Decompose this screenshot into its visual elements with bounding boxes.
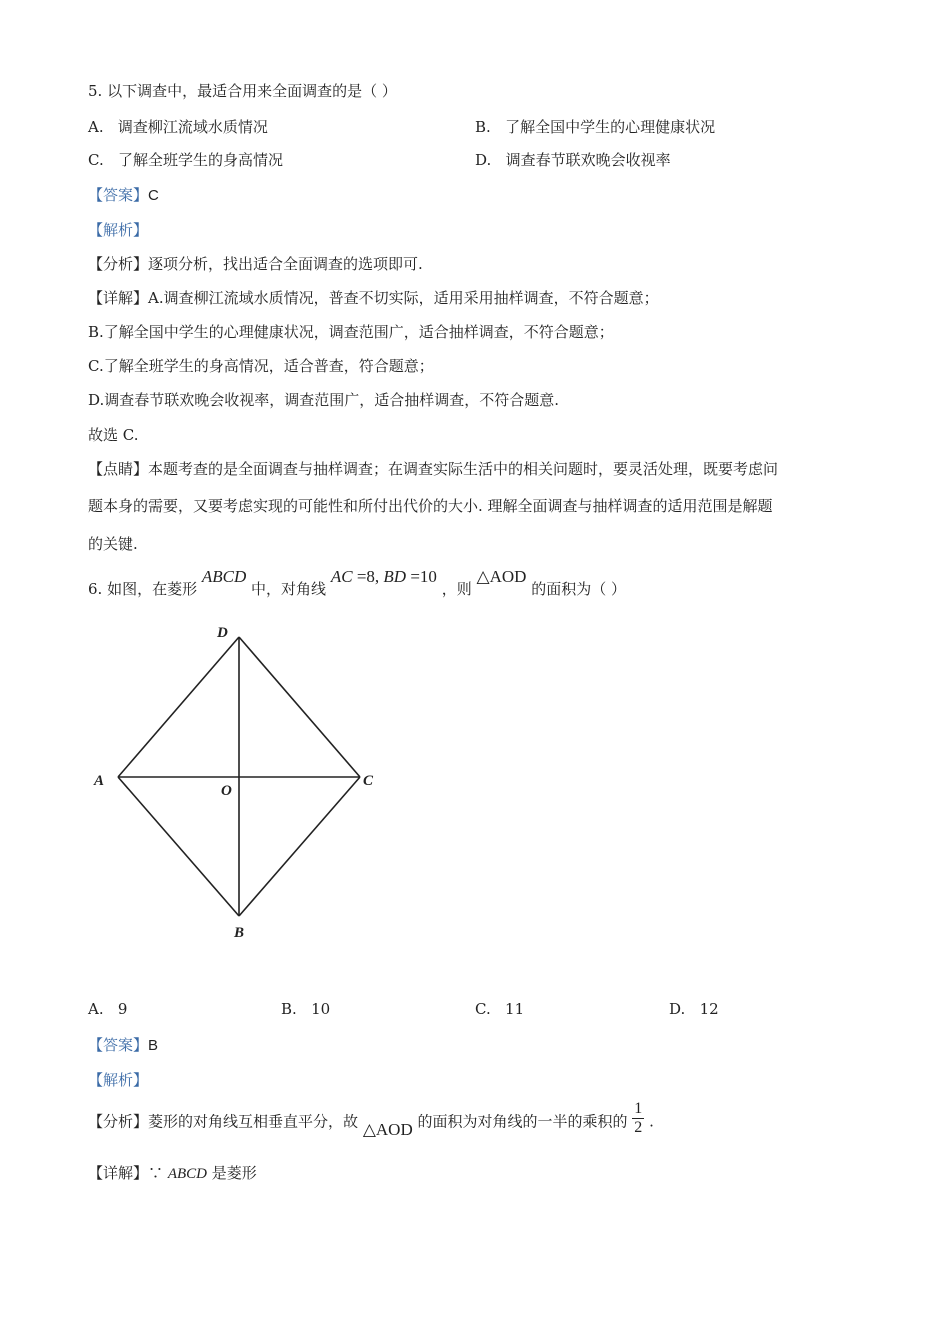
- option-text: 了解全国中学生的心理健康状况: [505, 118, 716, 136]
- fraction-one-half: $\frac{1}{2}$: [634, 1100, 643, 1136]
- q5-xiangjie-c: C.了解全班学生的身高情况，适合普查，符合题意；: [88, 357, 434, 375]
- q5-option-b: [475, 116, 715, 137]
- q6-option-d: D. 12: [669, 1000, 719, 1018]
- fenxi-tag: 【分析】: [88, 255, 149, 273]
- side-cb: [239, 777, 360, 916]
- side-dc: [239, 637, 360, 777]
- q5-dianjing-3: 的关键.: [88, 535, 138, 553]
- label-b: B: [234, 925, 245, 941]
- option-letter: C.: [88, 151, 104, 169]
- math-abcd: ABCD: [201, 567, 247, 586]
- q5-dianjing-2: 题本身的需要，又要考虑实现的可能性和所付出代价的大小. 理解全面调查与抽样调查的适用范围是解题: [88, 497, 773, 515]
- q5-stem: 5. 以下调查中，最适合用来全面调查的是（ ）: [88, 82, 397, 100]
- label-o: O: [221, 783, 232, 799]
- math-diagonals: AC =8, BD =10: [330, 567, 437, 586]
- q5-xiangjie-b: B.了解全国中学生的心理健康状况，调查范围广，适合抽样调查，不符合题意；: [88, 323, 614, 341]
- answer-tag: 【答案】: [88, 186, 149, 204]
- q5-xiangjie-d: D.调查春节联欢晚会收视率，调查范围广，适合抽样调查，不符合题意.: [88, 391, 560, 409]
- q5-xiangjie-a: 【详解】A.调查柳江流域水质情况，普查不切实际，适用采用抽样调查，不符合题意；: [88, 289, 659, 307]
- dianjing-tag: 【点睛】: [88, 460, 149, 478]
- q5-answer: [88, 184, 159, 205]
- q5-dianjing-1: 【点睛】本题考查的是全面调查与抽样调查；在调查实际生活中的相关问题时，要灵活处理，既要考虑问: [88, 460, 779, 478]
- answer-tag: 【答案】: [88, 1036, 149, 1054]
- math-triangle-aod: △AOD: [362, 1119, 413, 1139]
- q6-xiangjie: 【详解】∵ ABCD 是菱形: [88, 1164, 257, 1182]
- math-triangle-aod: △AOD: [476, 567, 527, 586]
- label-c: C: [363, 773, 374, 789]
- label-d: D: [217, 625, 228, 641]
- q6-fenxi: 【分析】菱形的对角线互相垂直平分，故 △AOD 的面积为对角线的一半的乘积的 $\frac{1}{2}$ .: [88, 1100, 654, 1139]
- q5-fenxi: 【分析】逐项分析，找出适合全面调查的选项即可.: [88, 255, 423, 273]
- q6-option-c: C. 11: [475, 1000, 525, 1018]
- q5-option-a: [88, 116, 268, 137]
- side-ad: [118, 637, 239, 777]
- option-text: 调查柳江流域水质情况: [117, 118, 268, 136]
- answer-value: B: [148, 1037, 159, 1054]
- option-text: 了解全班学生的身高情况: [118, 151, 284, 169]
- q5-conclusion: 故选 C.: [88, 426, 139, 444]
- q5-analysis-tag: 【解析】: [88, 221, 149, 239]
- answer-value: C: [148, 187, 159, 204]
- xiangjie-tag: 【详解】: [88, 289, 149, 307]
- q6-answer: [88, 1034, 158, 1055]
- q6-stem: 6. 如图，在菱形 ABCD 中，对角线 AC =8, BD =10 ，则 △AOD 的面积为（ ）: [88, 567, 626, 598]
- q5-option-c: [88, 149, 283, 170]
- q6-analysis-tag: 【解析】: [88, 1071, 149, 1089]
- option-letter: B.: [475, 118, 491, 136]
- q6-option-a: A. 9: [88, 1000, 128, 1018]
- option-letter: D.: [475, 151, 492, 169]
- option-letter: A.: [88, 118, 104, 136]
- rhombus-figure: [90, 620, 390, 950]
- option-text: 调查春节联欢晚会收视率: [505, 151, 671, 169]
- label-a: A: [94, 773, 105, 789]
- q5-option-d: [475, 149, 671, 170]
- math-abcd: ABCD: [167, 1166, 207, 1182]
- q6-option-b: B. 10: [281, 1000, 331, 1018]
